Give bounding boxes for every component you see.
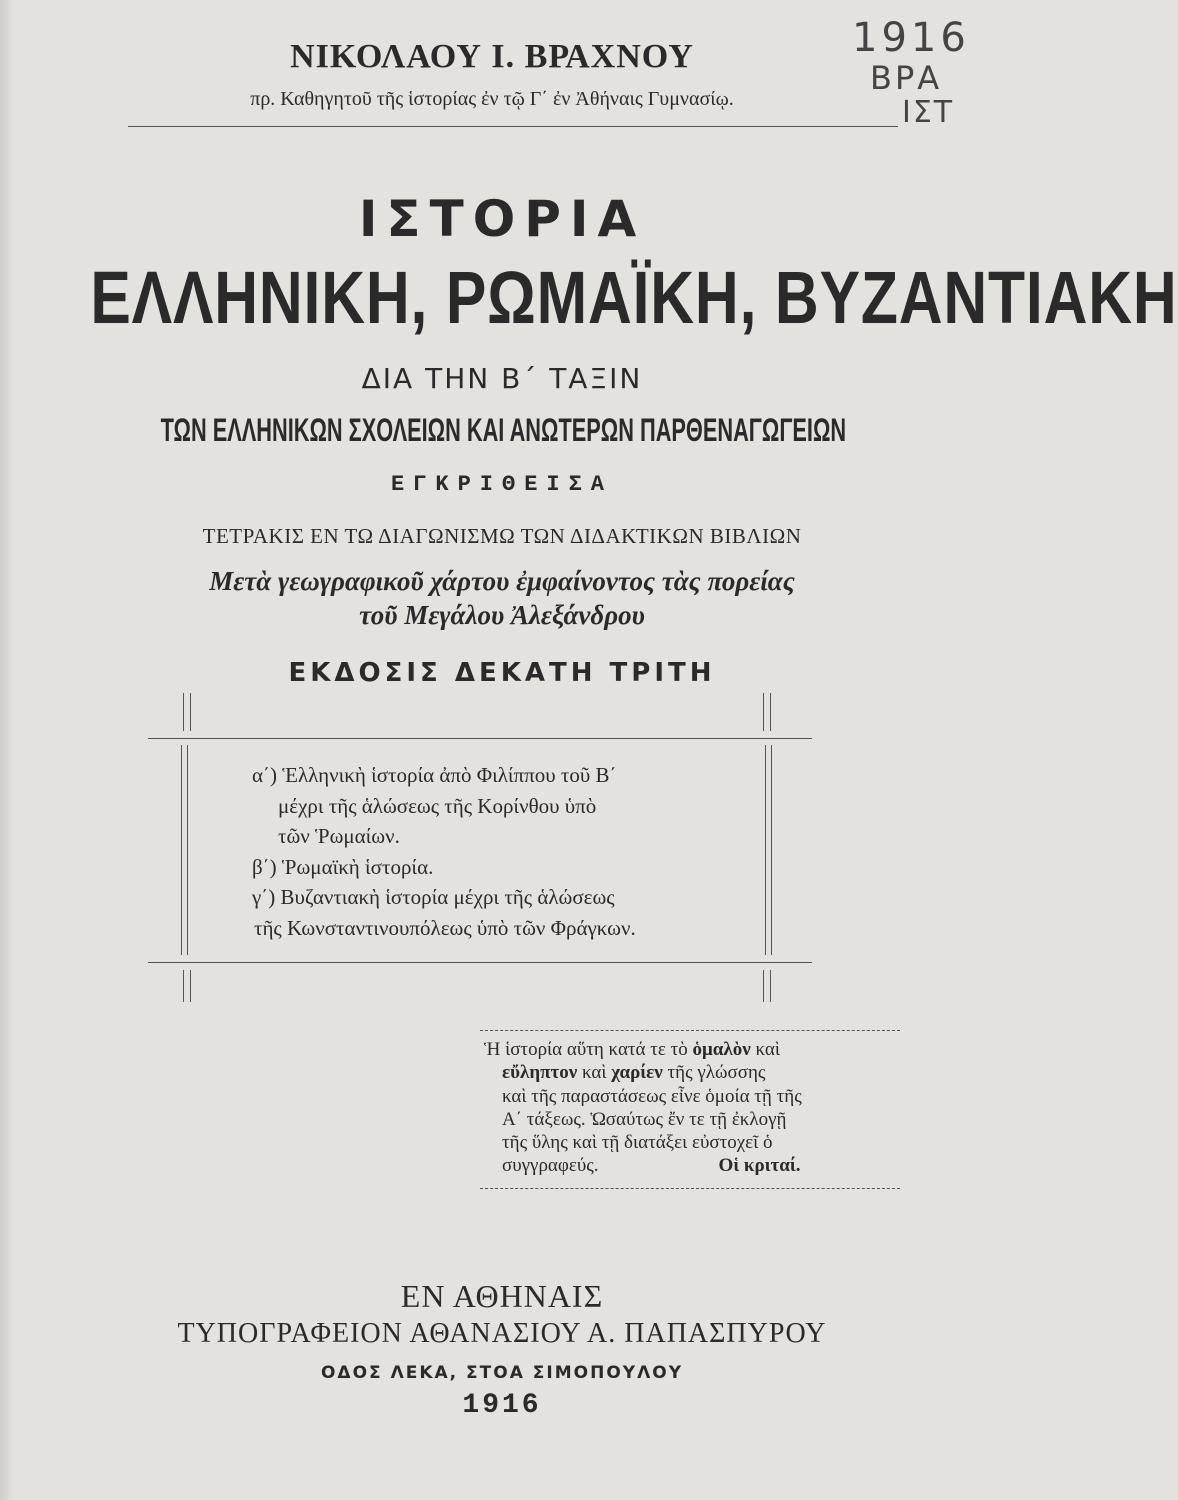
title-map-line-2: τοῦ Μεγάλου Ἀλεξάνδρου bbox=[359, 600, 645, 630]
title-main: ΕΛΛΗΝΙΚΗ, ΡΩΜΑΪΚΗ, ΒΥΖΑΝΤΙΑΚΗ bbox=[90, 256, 1178, 339]
quote-text: καὶ bbox=[750, 1039, 780, 1060]
quote-line: Α΄ τάξεως. Ὡσαύτως ἔν τε τῇ ἐκλογῇ bbox=[502, 1108, 787, 1130]
quote-bottom-rule bbox=[480, 1188, 900, 1189]
frame-line bbox=[181, 745, 182, 955]
quote-line: τῆς ὕλης καὶ τῇ διατάξει εὐστοχεῖ ὁ bbox=[502, 1132, 773, 1154]
imprint-address: ΟΔΟΣ ΛΕΚΑ, ΣΤΟΑ ΣΙΜΟΠΟΥΛΟΥ bbox=[320, 1363, 684, 1383]
frame-line bbox=[763, 693, 764, 731]
title-approved: ΕΓΚΡΙΘΕΙΣΑ bbox=[390, 472, 614, 497]
quote-text: καὶ bbox=[577, 1062, 612, 1084]
title-schools: ΤΩΝ ΕΛΛΗΝΙΚΩΝ ΣΧΟΛΕΙΩΝ ΚΑΙ ΑΝΩΤΕΡΩΝ ΠΑΡΘΕΝΑΓΩΓΕΙΩΝ bbox=[160, 412, 847, 448]
contents-item: α΄) Ἑλληνικὴ ἱστορία ἀπὸ Φιλίππου τοῦ Β΄ bbox=[252, 763, 617, 787]
imprint-year: 1916 bbox=[462, 1390, 542, 1421]
contents-item: τῆς Κωνσταντινουπόλεως ὑπὸ τῶν Φράγκων. bbox=[254, 915, 636, 940]
title-competition: ΤΕΤΡΑΚΙΣ ΕΝ ΤΩ ΔΙΑΓΩΝΙΣΜΩ ΤΩΝ ΔΙΔΑΚΤΙΚΩΝ ΒΙΒΛΙΩΝ bbox=[202, 524, 802, 548]
frame-line bbox=[765, 745, 766, 955]
quote-text: Ἡ ἱστορία αὕτη κατά τε τὸ bbox=[484, 1039, 693, 1060]
title-history: ΙΣΤΟΡΙΑ bbox=[358, 190, 646, 248]
frame-line bbox=[183, 693, 184, 731]
frame-line bbox=[763, 970, 764, 1002]
author-name: ΝΙΚΟΛΑΟΥ Ι. ΒΡΑΧΝΟΥ bbox=[290, 38, 694, 75]
contents-list bbox=[252, 760, 636, 943]
quote-line bbox=[484, 1038, 898, 1061]
frame-line bbox=[190, 693, 191, 731]
quote-line: καὶ τῆς παραστάσεως εἶνε ὁμοία τῇ τῆς bbox=[502, 1085, 802, 1107]
handwritten-author-code: ΒΡΑ bbox=[870, 59, 943, 97]
frame-line bbox=[770, 693, 771, 731]
edition-label: ΕΚΔΟΣΙΣ ΔΕΚΑΤΗ ΤΡΙΤΗ bbox=[288, 658, 716, 688]
title-map-line-1: Μετὰ γεωγραφικοῦ χάρτου ἐμφαίνοντος τὰς πορείας bbox=[209, 566, 795, 596]
quote-emphasis: ὁμαλὸν bbox=[692, 1039, 751, 1060]
quote-text: τῆς γλώσσης bbox=[662, 1062, 766, 1084]
frame-line bbox=[183, 970, 184, 1002]
contents-item: τῶν Ῥωμαίων. bbox=[278, 824, 400, 848]
header-divider bbox=[128, 126, 898, 127]
frame-line bbox=[187, 745, 188, 955]
quote-emphasis: εὔληπτον bbox=[502, 1062, 578, 1084]
imprint-city: ΕΝ ΑΘΗΝΑΙΣ bbox=[400, 1278, 604, 1314]
handwritten-year: 1916 bbox=[852, 15, 970, 61]
handwritten-subject-code: ΙΣΤ bbox=[902, 95, 955, 130]
frame-bottom-rule bbox=[148, 962, 812, 963]
quote-top-rule bbox=[480, 1030, 900, 1031]
quote-line bbox=[484, 1154, 898, 1177]
frame-line bbox=[190, 970, 191, 1002]
imprint-printer: ΤΥΠΟΓΡΑΦΕΙΟΝ ΑΘΑΝΑΣΙΟΥ Α. ΠΑΠΑΣΠΥΡΟΥ bbox=[177, 1318, 827, 1349]
quote-signature: Οἱ κριταί. bbox=[718, 1155, 801, 1177]
frame-line bbox=[771, 745, 772, 955]
frame-line bbox=[770, 970, 771, 1002]
contents-item: β΄) Ῥωμαϊκὴ ἱστορία. bbox=[252, 854, 434, 879]
contents-item: μέχρι τῆς ἁλώσεως τῆς Κορίνθου ὑπὸ bbox=[278, 793, 597, 818]
contents-item: γ΄) Βυζαντιακὴ ἱστορία μέχρι τῆς ἁλώσεως bbox=[252, 885, 615, 909]
author-title: πρ. Καθηγητοῦ τῆς ἱστορίας ἐν τῷ Γ΄ ἐν Ἀθήναις Γυμνασίῳ. bbox=[250, 88, 734, 110]
frame-top-rule bbox=[148, 738, 812, 739]
reviewers-quote bbox=[484, 1038, 898, 1178]
title-class: ΔΙΑ ΤΗΝ Β΄ ΤΑΞΙΝ bbox=[361, 362, 643, 395]
quote-text: συγγραφεύς. bbox=[502, 1155, 599, 1177]
quote-line bbox=[484, 1061, 898, 1084]
quote-emphasis: χαρίεν bbox=[611, 1062, 663, 1084]
